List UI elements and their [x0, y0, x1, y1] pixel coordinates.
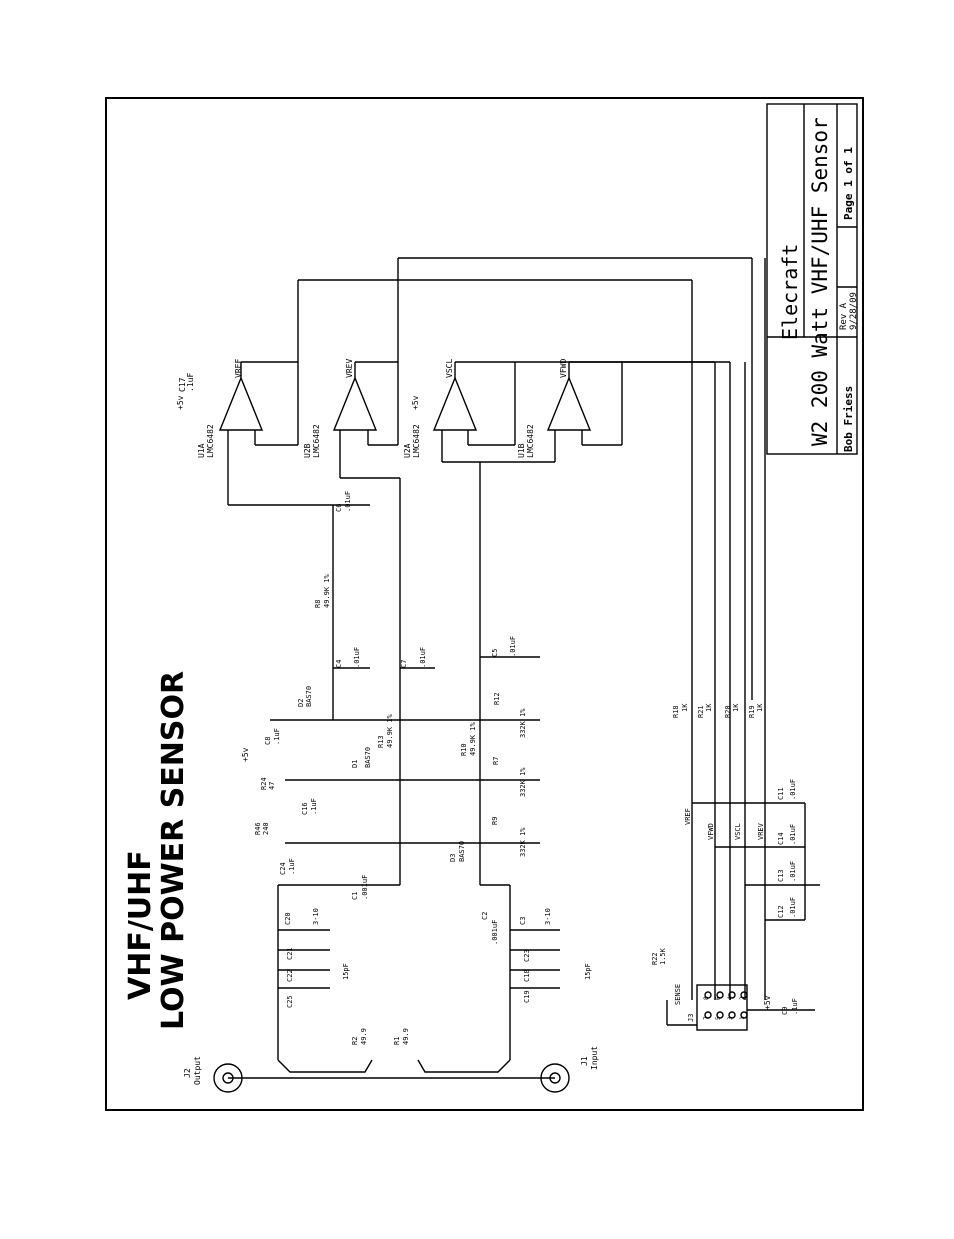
svg-text:49.9K 1%: 49.9K 1%	[386, 714, 394, 748]
svg-text:R12: R12	[493, 692, 501, 705]
svg-text:.01uF: .01uF	[353, 646, 361, 668]
svg-text:.01uF: .01uF	[789, 823, 797, 845]
svg-text:332K 1%: 332K 1%	[519, 767, 527, 797]
svg-text:U2A: U2A	[403, 443, 412, 458]
svg-text:R10: R10	[460, 743, 468, 756]
svg-text:.001uF: .001uF	[491, 919, 499, 945]
svg-text:.1uF: .1uF	[310, 798, 318, 815]
svg-text:SENSE: SENSE	[674, 983, 682, 1005]
svg-text:15pF: 15pF	[342, 963, 350, 980]
svg-text:.01uF: .01uF	[509, 635, 517, 657]
svg-text:VFWD: VFWD	[559, 358, 568, 378]
page-number: Page 1 of 1	[842, 147, 855, 220]
svg-text:D1: D1	[351, 759, 359, 768]
svg-text:VSCL: VSCL	[734, 823, 742, 840]
svg-text:.001uF: .001uF	[361, 874, 369, 900]
svg-text:49.9K 1%: 49.9K 1%	[323, 574, 331, 608]
svg-text:D2: D2	[297, 698, 305, 707]
svg-text:R2: R2	[351, 1036, 359, 1045]
svg-text:J2: J2	[183, 1068, 192, 1078]
svg-text:.01uF: .01uF	[419, 646, 427, 668]
svg-text:R9: R9	[491, 816, 499, 825]
svg-text:R21: R21	[697, 705, 705, 718]
svg-text:47: 47	[268, 781, 276, 790]
svg-text:.1uF: .1uF	[791, 998, 799, 1015]
svg-text:1: 1	[739, 1016, 746, 1020]
svg-text:LMC6482: LMC6482	[412, 424, 421, 458]
svg-text:.01uF: .01uF	[789, 778, 797, 800]
svg-text:+5v: +5v	[411, 395, 420, 410]
connector-j3	[687, 985, 747, 1030]
svg-text:R20: R20	[724, 705, 732, 718]
svg-text:.01uF: .01uF	[789, 896, 797, 918]
svg-text:C24: C24	[279, 862, 287, 875]
svg-text:J3: J3	[687, 1013, 695, 1022]
svg-text:C7: C7	[400, 659, 408, 668]
svg-text:1K: 1K	[732, 703, 740, 712]
svg-text:1K: 1K	[705, 703, 713, 712]
svg-text:BAS70: BAS70	[305, 685, 313, 707]
svg-text:332K 1%: 332K 1%	[519, 827, 527, 857]
opamp-u2b	[303, 258, 752, 700]
svg-text:LMC6482: LMC6482	[206, 424, 215, 458]
svg-text:R24: R24	[260, 777, 268, 790]
sheet-border	[106, 98, 863, 1110]
svg-text:LMC6482: LMC6482	[526, 424, 535, 458]
svg-text:15pF: 15pF	[584, 963, 592, 980]
svg-text:C16: C16	[301, 802, 309, 815]
svg-text:49.9: 49.9	[402, 1028, 410, 1045]
svg-text:+5v: +5v	[241, 747, 250, 762]
author: Bob Friess	[842, 385, 855, 452]
svg-text:R19: R19	[748, 705, 756, 718]
svg-text:R13: R13	[377, 735, 385, 748]
svg-text:.1uF: .1uF	[186, 372, 195, 392]
svg-text:.01uF: .01uF	[344, 490, 352, 512]
svg-text:C13: C13	[777, 869, 785, 882]
svg-text:U1A: U1A	[197, 443, 206, 458]
svg-text:Output: Output	[193, 1056, 202, 1085]
company-name: Elecraft	[778, 243, 802, 340]
svg-text:1K: 1K	[756, 703, 764, 712]
svg-text:49.9K 1%: 49.9K 1%	[469, 722, 477, 756]
sheet-title-line2: LOW POWER SENSOR	[156, 670, 191, 1030]
svg-text:R8: R8	[314, 599, 322, 608]
svg-text:U2B: U2B	[303, 443, 312, 458]
svg-text:C19: C19	[523, 990, 531, 1003]
opamp-u1a	[197, 280, 692, 505]
svg-text:BAS70: BAS70	[458, 840, 466, 862]
svg-text:49.9: 49.9	[360, 1028, 368, 1045]
svg-text:240: 240	[262, 822, 270, 835]
date: 9/28/09	[849, 292, 859, 330]
svg-text:2: 2	[739, 996, 746, 1000]
svg-text:BAS70: BAS70	[364, 746, 372, 768]
revision: Rev A	[839, 302, 849, 330]
svg-text:8: 8	[703, 996, 710, 1000]
svg-text:C11: C11	[777, 787, 785, 800]
svg-text:6: 6	[715, 996, 722, 1000]
svg-text:3-10: 3-10	[544, 908, 552, 925]
svg-text:C12: C12	[777, 905, 785, 918]
svg-text:U1B: U1B	[517, 443, 526, 458]
svg-text:1.5K: 1.5K	[659, 948, 667, 965]
svg-text:3-10: 3-10	[312, 908, 320, 925]
svg-text:.1uF: .1uF	[273, 728, 281, 745]
svg-text:J1: J1	[580, 1056, 589, 1066]
svg-text:C18: C18	[523, 969, 531, 982]
connector-j1	[541, 1046, 599, 1092]
cap-bank-input	[510, 908, 592, 1003]
svg-text:Input: Input	[590, 1045, 599, 1070]
svg-text:.1uF: .1uF	[288, 858, 296, 875]
svg-text:C6: C6	[335, 503, 343, 512]
svg-text:R18: R18	[672, 705, 680, 718]
svg-text:7: 7	[703, 1016, 710, 1020]
svg-text:C20: C20	[284, 912, 292, 925]
svg-text:R22: R22	[651, 952, 659, 965]
svg-text:C22: C22	[286, 969, 294, 982]
svg-text:R46: R46	[254, 822, 262, 835]
svg-text:VSCL: VSCL	[445, 358, 454, 378]
svg-text:C25: C25	[286, 995, 294, 1008]
svg-text:VREV: VREV	[345, 358, 354, 378]
svg-text:C21: C21	[286, 947, 294, 960]
svg-text:VREF: VREF	[234, 358, 243, 378]
svg-text:C17: C17	[178, 377, 187, 392]
svg-text:C14: C14	[777, 832, 785, 845]
svg-text:1K: 1K	[681, 703, 689, 712]
svg-text:3: 3	[727, 1016, 734, 1020]
svg-text:C8: C8	[264, 736, 272, 745]
svg-text:D3: D3	[449, 853, 457, 862]
svg-text:+5v: +5v	[763, 995, 772, 1010]
svg-text:C4: C4	[335, 659, 343, 668]
svg-text:VFWD: VFWD	[707, 823, 715, 840]
cap-bank-output	[278, 908, 350, 1008]
svg-text:4: 4	[727, 996, 734, 1000]
svg-text:+5v: +5v	[176, 395, 185, 410]
svg-text:C3: C3	[519, 916, 527, 925]
svg-text:LMC6482: LMC6482	[312, 424, 321, 458]
svg-text:C2: C2	[481, 911, 489, 920]
title-block	[767, 104, 859, 454]
svg-text:C5: C5	[491, 648, 499, 657]
project-title: W2 200 Watt VHF/UHF Sensor	[808, 117, 832, 446]
svg-text:VREV: VREV	[757, 823, 765, 840]
sheet-title-line1: VHF/UHF	[123, 850, 158, 1000]
svg-text:.01uF: .01uF	[789, 860, 797, 882]
svg-text:R1: R1	[393, 1036, 401, 1045]
opamp-u1b	[517, 359, 715, 462]
svg-text:332K 1%: 332K 1%	[519, 708, 527, 738]
svg-text:VREF: VREF	[684, 808, 692, 825]
svg-text:C9: C9	[781, 1006, 789, 1015]
svg-text:C23: C23	[523, 949, 531, 962]
connector-j2	[183, 1056, 242, 1092]
svg-text:5: 5	[715, 1016, 722, 1020]
svg-text:R7: R7	[492, 756, 500, 765]
svg-text:C1: C1	[351, 891, 359, 900]
